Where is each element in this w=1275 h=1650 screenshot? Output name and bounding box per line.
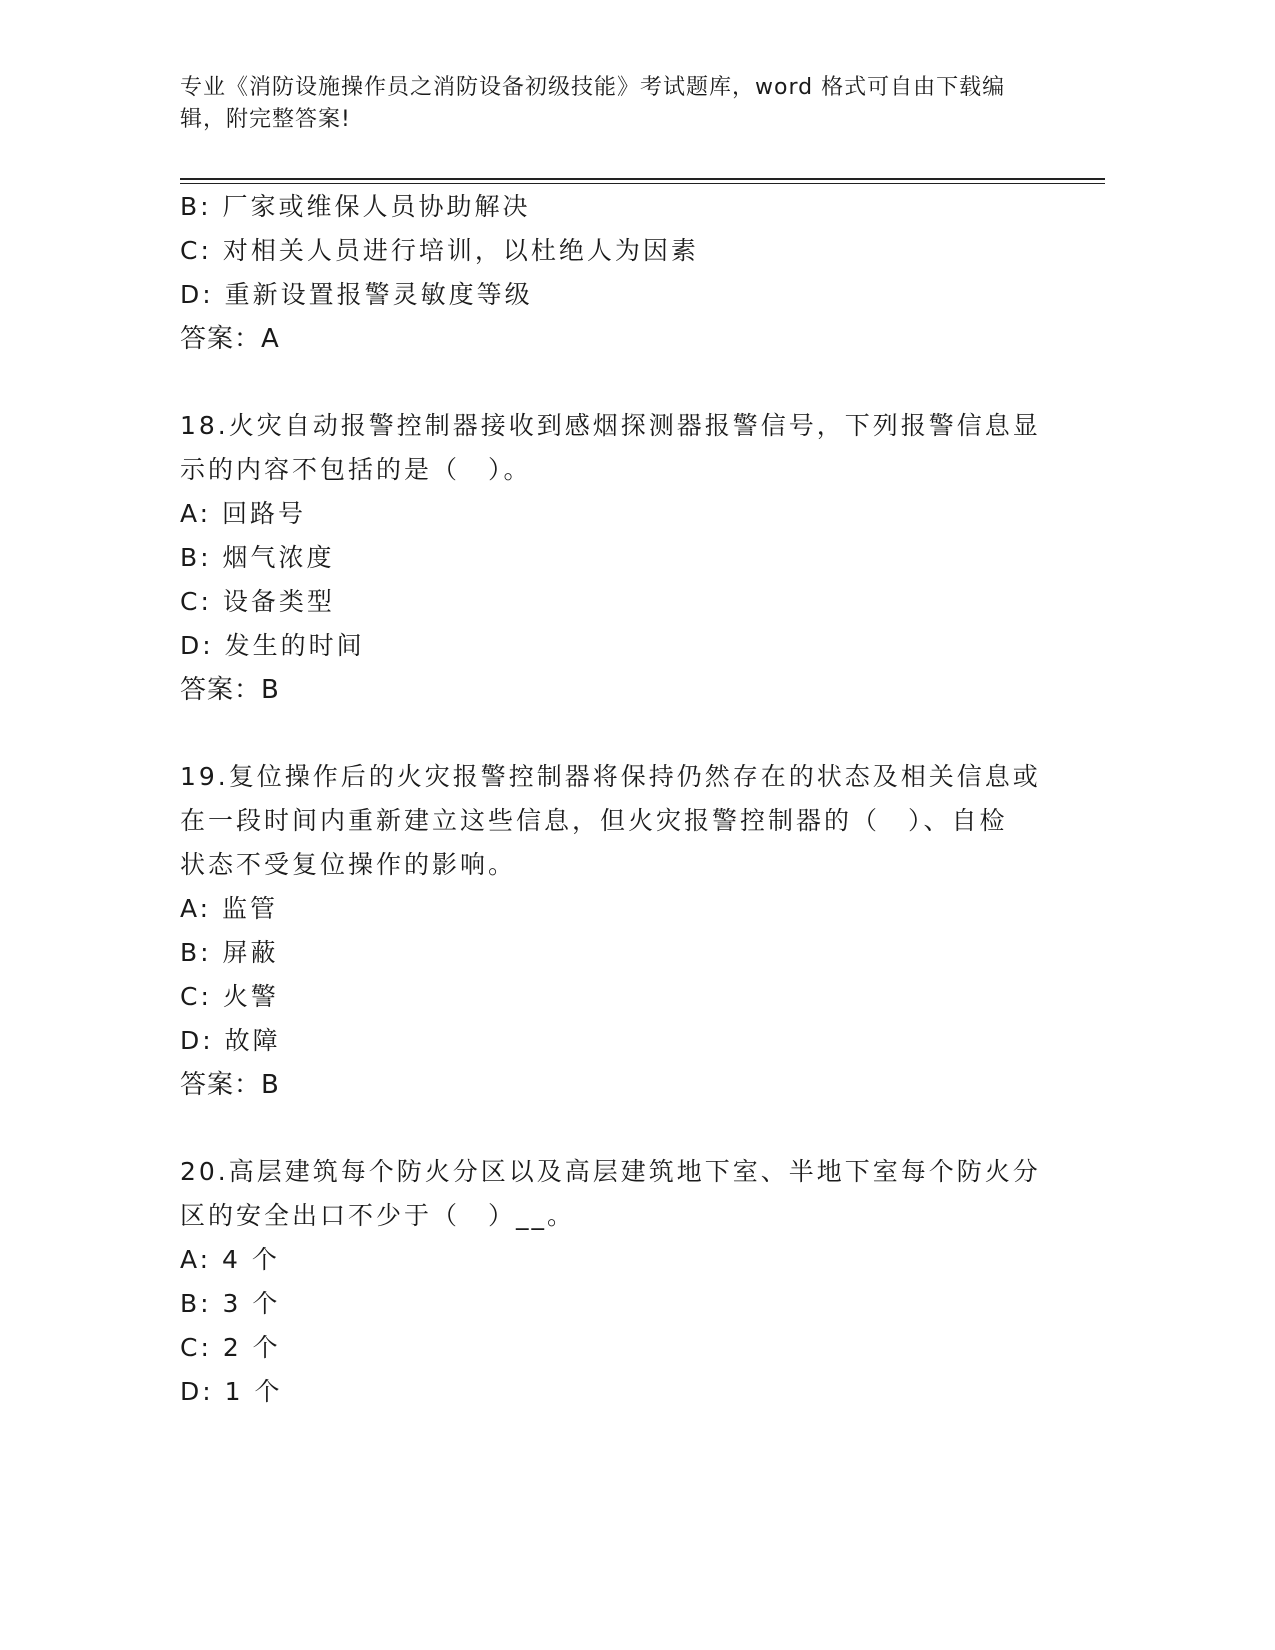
question-text xyxy=(180,755,1040,887)
answer-line: 答案：B xyxy=(180,1070,280,1100)
question-text xyxy=(180,1150,1040,1238)
question-line: 20.高层建筑每个防火分区以及高层建筑地下室、半地下室每个防火分 xyxy=(180,1157,1041,1186)
option-c: C: 对相关人员进行培训，以杜绝人为因素 xyxy=(180,236,699,265)
question-line: 在一段时间内重新建立这些信息，但火灾报警控制器的（ ）、自检 xyxy=(180,806,1008,835)
header-divider-thin xyxy=(180,183,1105,184)
option-a: A: 回路号 xyxy=(180,499,307,528)
option-d: D: 重新设置报警灵敏度等级 xyxy=(180,280,533,309)
header-divider-thick xyxy=(180,178,1105,180)
question-17-continuation xyxy=(180,185,1040,361)
option-b: B: 屏蔽 xyxy=(180,938,279,967)
option-d: D: 1 个 xyxy=(180,1377,283,1406)
question-20 xyxy=(180,1150,1040,1414)
question-line: 18.火灾自动报警控制器接收到感烟探测器报警信号，下列报警信息显 xyxy=(180,411,1041,440)
option-c: C: 火警 xyxy=(180,982,279,1011)
option-b: B: 烟气浓度 xyxy=(180,543,335,572)
question-line: 示的内容不包括的是（ ）。 xyxy=(180,455,532,484)
answer-line: 答案：A xyxy=(180,324,280,354)
option-a: A: 监管 xyxy=(180,894,279,923)
header-line-1: 专业《消防设施操作员之消防设备初级技能》考试题库，word 格式可自由下载编 xyxy=(180,75,1006,100)
header-line-2: 辑，附完整答案! xyxy=(180,107,351,132)
option-d: D: 发生的时间 xyxy=(180,631,365,660)
option-c: C: 2 个 xyxy=(180,1333,281,1362)
question-line: 区的安全出口不少于（ ）__。 xyxy=(180,1201,576,1230)
question-18 xyxy=(180,404,1040,712)
option-c: C: 设备类型 xyxy=(180,587,335,616)
question-text xyxy=(180,404,1040,492)
question-line: 状态不受复位操作的影响。 xyxy=(180,850,517,879)
option-d: D: 故障 xyxy=(180,1026,281,1055)
question-19 xyxy=(180,755,1040,1107)
option-b: B: 3 个 xyxy=(180,1289,281,1318)
option-b: B: 厂家或维保人员协助解决 xyxy=(180,192,531,221)
option-a: A: 4 个 xyxy=(180,1245,280,1274)
question-content xyxy=(180,185,1040,1414)
document-header xyxy=(180,72,1040,136)
answer-line: 答案：B xyxy=(180,675,280,705)
question-line: 19.复位操作后的火灾报警控制器将保持仍然存在的状态及相关信息或 xyxy=(180,762,1041,791)
